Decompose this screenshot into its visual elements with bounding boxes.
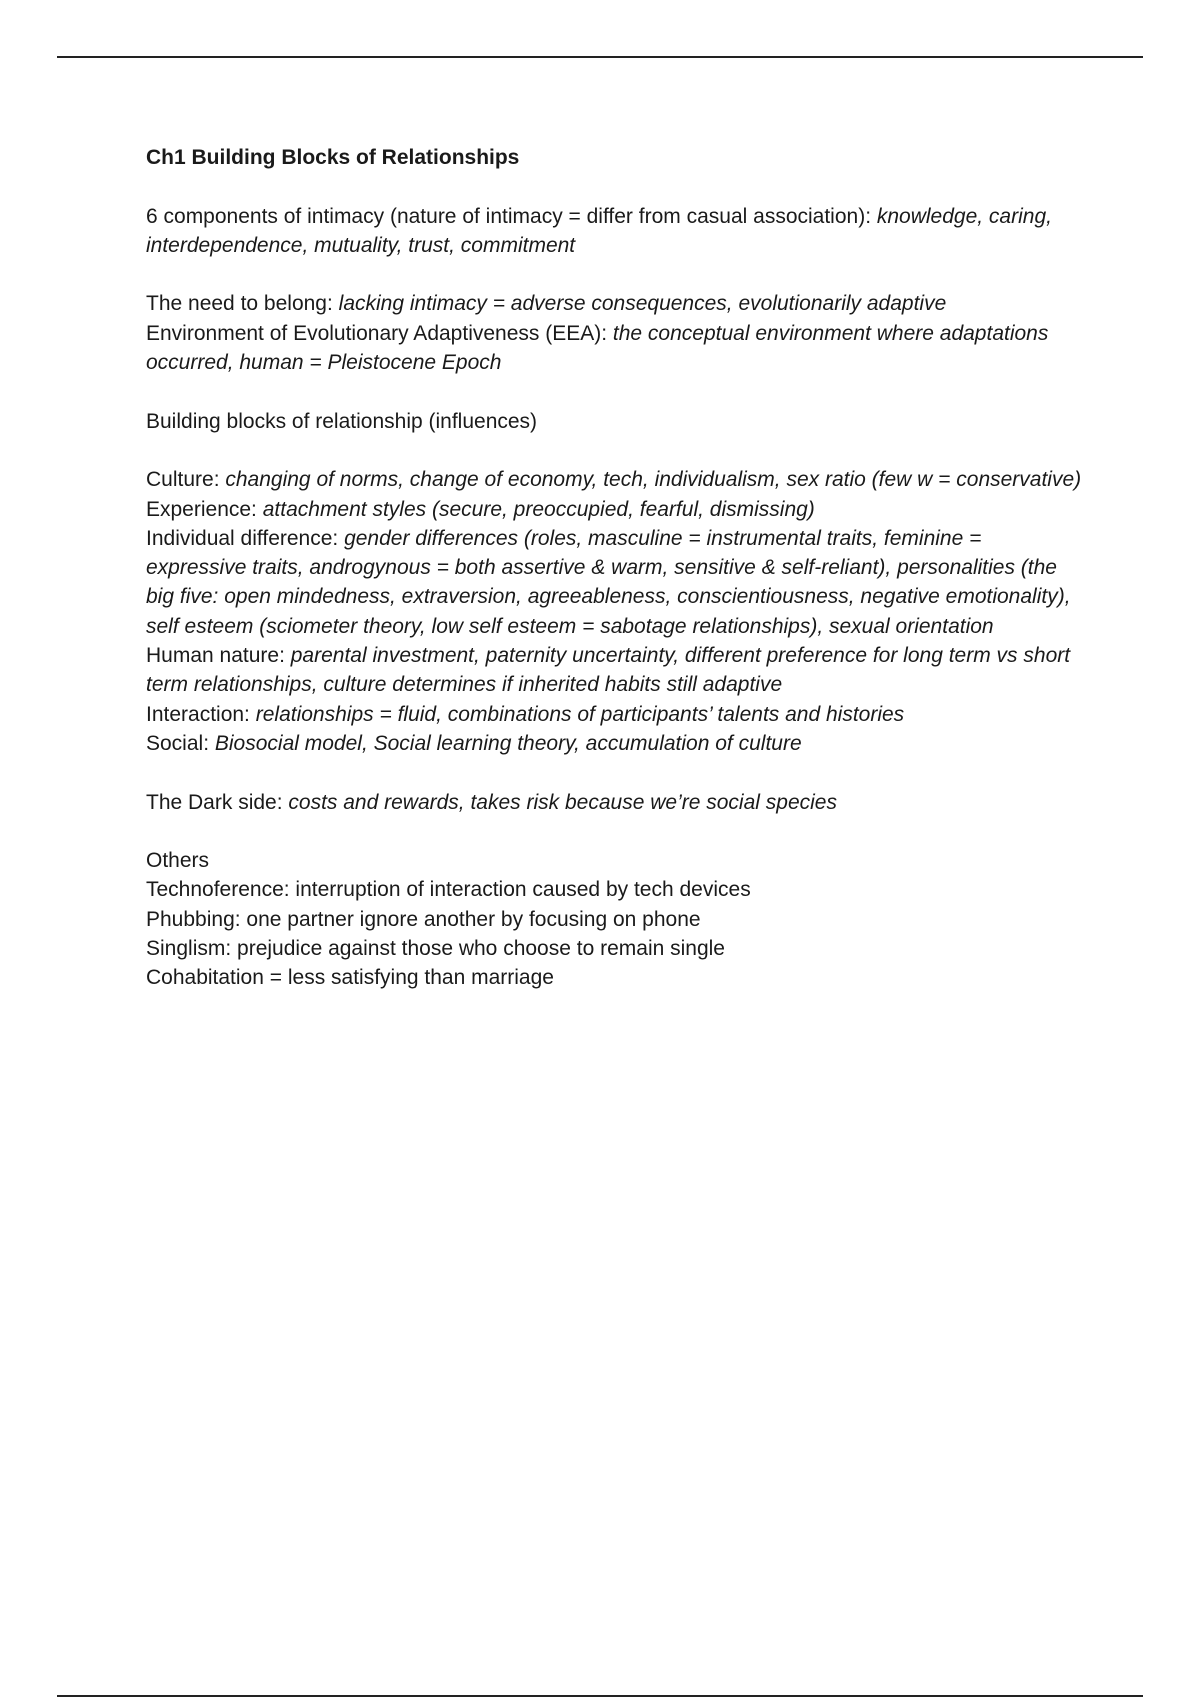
header-rule	[57, 56, 1143, 58]
others-item: Phubbing: one partner ignore another by focusing on phone	[146, 907, 701, 931]
influence-text: changing of norms, change of economy, tech, individualism, sex ratio (few w = conservative)	[225, 468, 1082, 492]
dark-side-label: The Dark side:	[146, 790, 289, 814]
intimacy-paragraph	[146, 202, 1086, 261]
influence-human-nature	[146, 641, 1086, 700]
spacer	[146, 172, 1086, 201]
spacer	[146, 758, 1086, 787]
influence-text: relationships = fluid, combinations of participants’ talents and histories	[255, 702, 905, 726]
belong-line	[146, 289, 1086, 318]
page-title: Ch1 Building Blocks of Relationships	[146, 146, 520, 169]
spacer	[146, 260, 1086, 289]
influence-social	[146, 729, 1086, 758]
influence-culture	[146, 465, 1086, 494]
dark-side-line	[146, 788, 1086, 817]
influence-label: Social:	[146, 731, 215, 755]
dark-side-text: costs and rewards, takes risk because we’re social species	[288, 790, 837, 814]
influence-text: attachment styles (secure, preoccupied, fearful, dismissing)	[262, 497, 815, 521]
influence-label: Interaction:	[146, 702, 256, 726]
eea-label: Environment of Evolutionary Adaptiveness (EEA):	[146, 321, 613, 345]
spacer	[146, 817, 1086, 846]
influence-text: gender differences (roles, masculine = instrumental traits, feminine = expressive traits, androgynous = both assertive & warm, sensitive & self-reliant), personalities (the big five: open mindedness, extraversion, agreeableness, conscientiousness, negative emotionality), self esteem (sciometer theory, low self esteem = sabotage relationships), sexual orientation	[146, 526, 1071, 638]
others-item: Technoference: interruption of interaction caused by tech devices	[146, 878, 751, 902]
eea-text: the conceptual environment where adaptations occurred, human = Pleistocene Epoch	[146, 321, 1049, 375]
document-body	[146, 143, 1086, 993]
belong-label: The need to belong:	[146, 292, 339, 316]
spacer	[146, 377, 1086, 406]
others-heading: Others	[146, 849, 210, 873]
others-item: Cohabitation = less satisfying than marriage	[146, 966, 554, 990]
belong-text: lacking intimacy = adverse consequences, evolutionarily adaptive	[338, 292, 947, 316]
footer-rule	[57, 1695, 1143, 1697]
influence-label: Individual difference:	[146, 526, 345, 550]
influence-label: Experience:	[146, 497, 263, 521]
spacer	[146, 436, 1086, 465]
influence-text: parental investment, paternity uncertainty, different preference for long term vs short term relationships, culture determines if inherited habits still adaptive	[146, 644, 1071, 697]
influence-experience	[146, 495, 1086, 524]
intimacy-text: knowledge, caring, interdependence, mutuality, trust, commitment	[146, 204, 1052, 257]
eea-paragraph	[146, 319, 1086, 378]
influence-label: Human nature:	[146, 644, 291, 668]
influence-text: Biosocial model, Social learning theory, accumulation of culture	[214, 731, 802, 755]
intimacy-label: 6 components of intimacy (nature of intimacy = differ from casual association):	[146, 204, 877, 228]
others-item: Singlism: prejudice against those who choose to remain single	[146, 937, 725, 961]
influence-interaction	[146, 700, 1086, 729]
blocks-heading: Building blocks of relationship (influences)	[146, 409, 538, 433]
influence-individual-difference	[146, 524, 1086, 641]
influence-label: Culture:	[146, 468, 226, 492]
